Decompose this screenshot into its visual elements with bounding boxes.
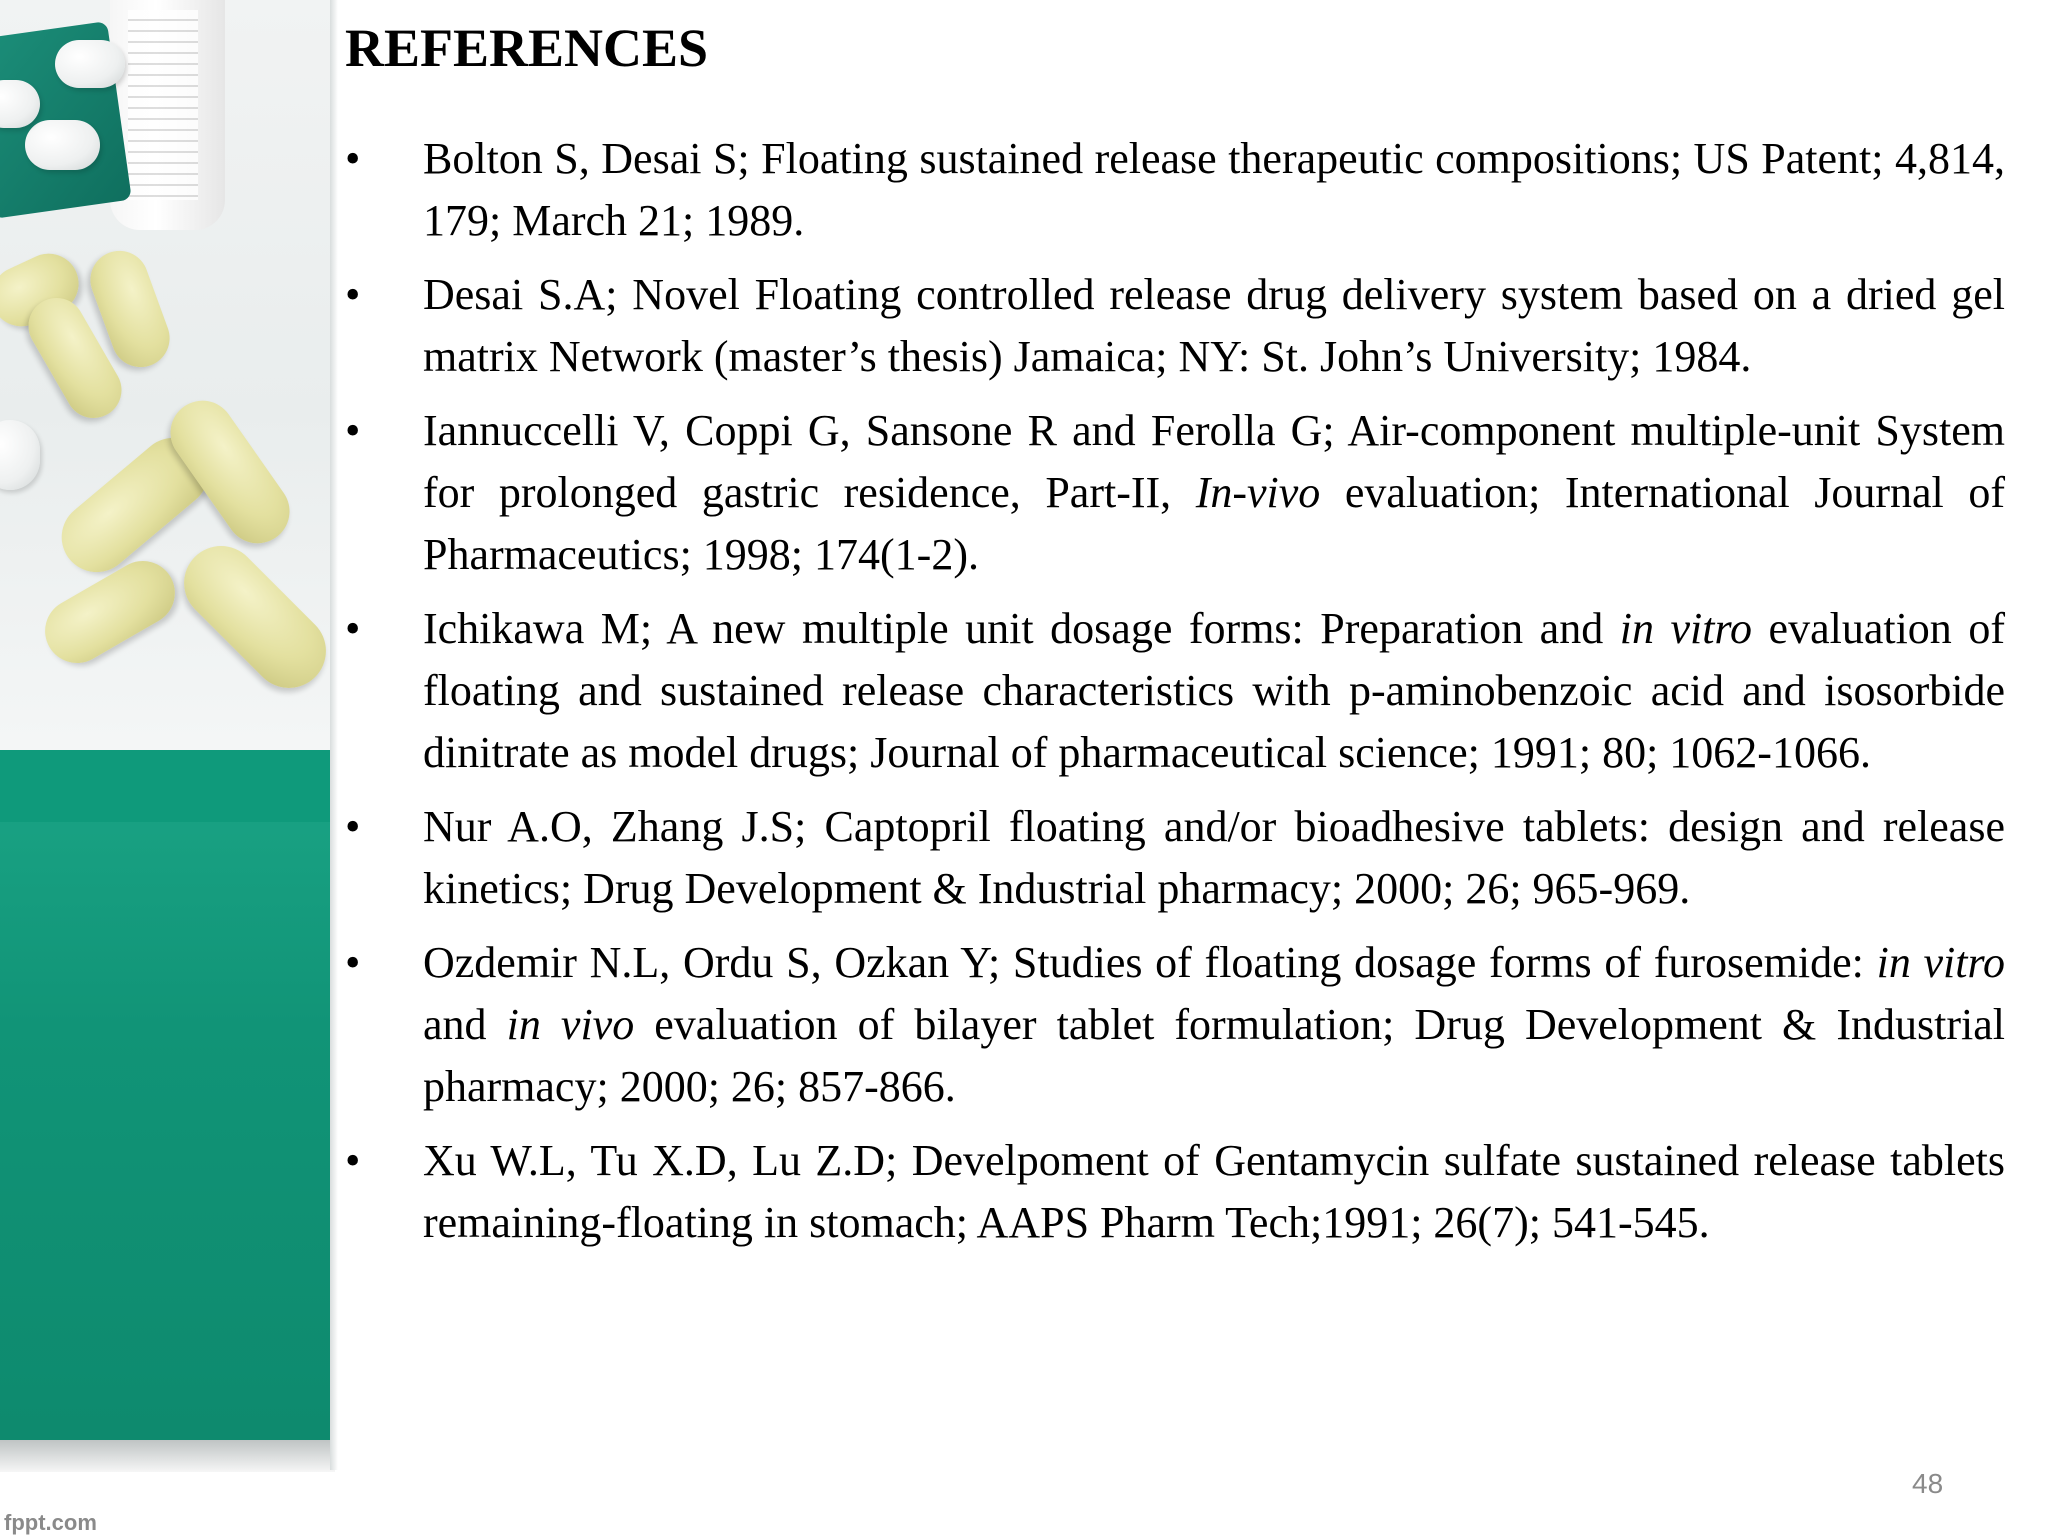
bullet-icon: • xyxy=(345,134,361,183)
reference-segment: and xyxy=(423,1000,507,1049)
reference-text xyxy=(423,932,2005,1118)
reference-segment: Ozdemir N.L, Ordu S, Ozkan Y; Studies of floating dosage forms of furosemide: xyxy=(423,938,1877,987)
bullet-icon: • xyxy=(345,406,361,455)
reference-text xyxy=(423,598,2005,784)
bullet-icon: • xyxy=(345,938,361,987)
page-title: REFERENCES xyxy=(345,18,709,78)
reference-text xyxy=(423,264,2005,388)
reference-segment: Nur A.O, Zhang J.S; Captopril floating and/or bioadhesive tablets: design and release kinetics; Drug Development & Industrial pharmacy; 2000; 26; 965-969. xyxy=(423,802,2005,913)
reference-item xyxy=(345,932,2005,1118)
reference-segment: Xu W.L, Tu X.D, Lu Z.D; Develpoment of Gentamycin sulfate sustained release tablets remaining-floating in stomach; AAPS Pharm Tech;1991; 26(7); 541-545. xyxy=(423,1136,2005,1247)
reference-item xyxy=(345,1130,2005,1254)
reference-segment: evaluation of floating and sustained release characteristics with p-aminobenzoic acid and isosorbide dinitrate as model drugs; Journal of pharmaceutical science; 1991; 80; 1062-1066. xyxy=(423,604,2005,777)
reference-italic-segment: in vitro xyxy=(1876,938,2005,987)
white-tablet xyxy=(55,40,125,88)
reference-segment: Desai S.A; Novel Floating controlled release drug delivery system based on a dried gel matrix Network (master’s thesis) Jamaica; NY: St. John’s University; 1984. xyxy=(423,270,2005,381)
yellow-capsule xyxy=(169,531,335,704)
reference-item xyxy=(345,128,2005,252)
reference-item xyxy=(345,598,2005,784)
bullet-icon: • xyxy=(345,802,361,851)
reference-item xyxy=(345,796,2005,920)
reference-text xyxy=(423,1130,2005,1254)
white-tablet xyxy=(0,420,40,490)
pharma-photo xyxy=(0,0,335,750)
reference-segment: Ichikawa M; A new multiple unit dosage forms: Preparation and xyxy=(423,604,1620,653)
reference-item xyxy=(345,264,2005,388)
page-number: 48 xyxy=(1912,1468,1944,1499)
reference-italic-segment: In-vivo xyxy=(1195,468,1321,517)
green-band xyxy=(0,750,335,1440)
panel-edge xyxy=(330,0,338,1470)
reference-text xyxy=(423,400,2005,586)
reference-text xyxy=(423,128,2005,252)
reference-italic-segment: in vivo xyxy=(506,1000,635,1049)
reference-item xyxy=(345,400,2005,586)
reference-segment: evaluation; International Journal of Pharmaceutics; 1998; 174(1-2). xyxy=(423,468,2005,579)
reference-text xyxy=(423,796,2005,920)
reference-segment: evaluation of bilayer tablet formulation; Drug Development & Industrial pharmacy; 2000; 26; 857-866. xyxy=(423,1000,2005,1111)
white-tablet xyxy=(25,120,100,170)
reference-list xyxy=(345,128,2005,1266)
reference-italic-segment: in vitro xyxy=(1619,604,1752,653)
bottle-label xyxy=(128,10,198,200)
footer-brand: fppt.com xyxy=(4,1510,97,1535)
reference-segment: Bolton S, Desai S; Floating sustained release therapeutic compositions; US Patent; 4,814, 179; March 21; 1989. xyxy=(423,134,2005,245)
bullet-icon: • xyxy=(345,1136,361,1185)
green-band-top xyxy=(0,750,335,822)
reference-segment: Iannuccelli V, Coppi G, Sansone R and Ferolla G; Air-component multiple-unit System for prolonged gastric residence, Part-II, xyxy=(423,406,2005,517)
bullet-icon: • xyxy=(345,270,361,319)
band-shadow xyxy=(0,1440,335,1472)
bullet-icon: • xyxy=(345,604,361,653)
